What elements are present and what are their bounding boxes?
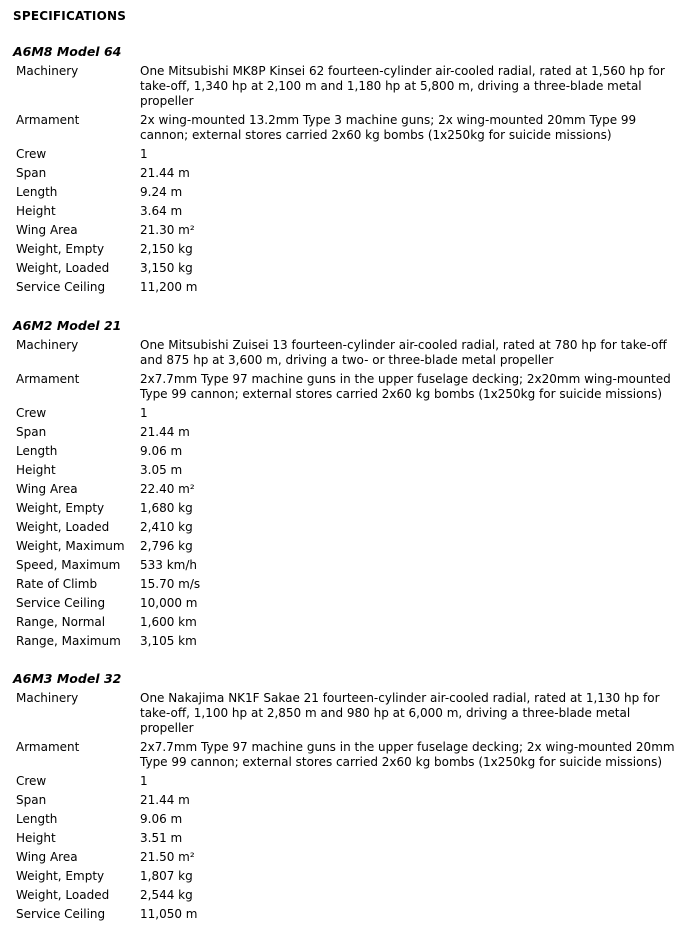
spec-row [0,223,692,238]
spec-row [0,482,692,497]
spec-value: 9.24 m [140,185,183,199]
spec-value: 2x wing-mounted 13.2mm Type 3 machine guns; 2x wing-mounted 20mm Type 99 cannon; external stores carried 2x60 kg bombs (1x250kg for suicide missions) [140,113,637,142]
spec-label: Armament [16,372,80,386]
model-title: A6M2 Model 21 [13,318,122,333]
spec-label: Speed, Maximum [16,558,121,572]
spec-row [0,147,692,162]
spec-value: 1 [140,774,148,788]
spec-label: Height [16,204,56,218]
spec-label: Span [16,425,47,439]
spec-value: 1,600 km [140,615,197,629]
spec-row [0,185,692,200]
spec-row [0,634,692,649]
spec-label: Height [16,463,56,477]
spec-label: Service Ceiling [16,596,106,610]
spec-row [0,812,692,827]
spec-value: 21.44 m [140,425,190,439]
spec-label: Machinery [16,691,79,705]
spec-value: 1,680 kg [140,501,193,515]
spec-value: 3.64 m [140,204,183,218]
spec-row [0,204,692,219]
spec-value: 2,150 kg [140,242,193,256]
spec-label: Crew [16,774,47,788]
spec-label: Weight, Empty [16,869,105,883]
spec-value: 21.30 m² [140,223,195,237]
spec-value: 2x7.7mm Type 97 machine guns in the upper fuselage decking; 2x wing-mounted 20mm Type 99 cannon; external stores carried 2x60 kg bombs (1x250kg for suicide missions) [140,740,675,769]
spec-value: 15.70 m/s [140,577,201,591]
spec-label: Machinery [16,338,79,352]
spec-value: 11,050 m [140,907,198,921]
spec-value: 3.51 m [140,831,183,845]
spec-list [0,338,692,653]
spec-value: 3,105 km [140,634,197,648]
spec-value: One Nakajima NK1F Sakae 21 fourteen-cylinder air-cooled radial, rated at 1,130 hp for take-off, 1,100 hp at 2,850 m and 980 hp at 6,000 m, driving a three-blade metal propeller [140,691,660,735]
spec-row [0,406,692,421]
spec-row [0,888,692,903]
spec-row [0,444,692,459]
spec-value: 11,200 m [140,280,198,294]
spec-row [0,577,692,592]
spec-row [0,850,692,865]
spec-row [0,558,692,573]
spec-row [0,166,692,181]
spec-label: Crew [16,147,47,161]
spec-row [0,831,692,846]
spec-value: 21.44 m [140,793,190,807]
spec-value: 9.06 m [140,812,183,826]
spec-label: Weight, Empty [16,242,105,256]
spec-value: 3.05 m [140,463,183,477]
spec-value: 10,000 m [140,596,198,610]
spec-value: 1,807 kg [140,869,193,883]
spec-row [0,372,692,402]
spec-label: Weight, Empty [16,501,105,515]
spec-row [0,793,692,808]
spec-label: Armament [16,113,80,127]
spec-value: 2,544 kg [140,888,193,902]
spec-label: Length [16,444,58,458]
spec-label: Wing Area [16,850,78,864]
spec-value: 3,150 kg [140,261,193,275]
spec-row [0,64,692,109]
spec-value: One Mitsubishi Zuisei 13 fourteen-cylinder air-cooled radial, rated at 780 hp for take-off and 875 hp at 3,600 m, driving a two- or three-blade metal propeller [140,338,667,367]
spec-row [0,261,692,276]
spec-value: 533 km/h [140,558,198,572]
spec-row [0,338,692,368]
spec-label: Weight, Loaded [16,261,110,275]
spec-value: 21.44 m [140,166,190,180]
spec-row [0,280,692,295]
spec-label: Service Ceiling [16,907,106,921]
spec-label: Length [16,185,58,199]
spec-row [0,869,692,884]
spec-value: 9.06 m [140,444,183,458]
spec-label: Weight, Maximum [16,539,125,553]
spec-label: Span [16,793,47,807]
spec-row [0,242,692,257]
spec-label: Weight, Loaded [16,520,110,534]
spec-label: Weight, Loaded [16,888,110,902]
spec-label: Machinery [16,64,79,78]
spec-label: Range, Maximum [16,634,121,648]
spec-label: Range, Normal [16,615,106,629]
spec-value: 21.50 m² [140,850,195,864]
spec-list [0,64,692,299]
spec-label: Crew [16,406,47,420]
spec-value: 22.40 m² [140,482,195,496]
spec-row [0,425,692,440]
spec-value: 2,796 kg [140,539,193,553]
spec-row [0,520,692,535]
spec-label: Length [16,812,58,826]
spec-row [0,463,692,478]
spec-label: Service Ceiling [16,280,106,294]
spec-value: 1 [140,406,148,420]
spec-row [0,615,692,630]
spec-row [0,691,692,736]
spec-value: 2x7.7mm Type 97 machine guns in the upper fuselage decking; 2x20mm wing-mounted Type 99 cannon; external stores carried 2x60 kg bombs (1x250kg for suicide missions) [140,372,671,401]
spec-label: Armament [16,740,80,754]
spec-label: Rate of Climb [16,577,98,591]
spec-label: Height [16,831,56,845]
spec-row [0,501,692,516]
spec-row [0,539,692,554]
spec-row [0,774,692,789]
spec-label: Wing Area [16,223,78,237]
model-title: A6M3 Model 32 [13,671,122,686]
spec-row [0,596,692,611]
spec-list [0,691,692,926]
spec-row [0,907,692,922]
spec-row [0,740,692,770]
spec-value: One Mitsubishi MK8P Kinsei 62 fourteen-cylinder air-cooled radial, rated at 1,560 hp for take-off, 1,340 hp at 2,100 m and 1,180 hp at 5,800 m, driving a three-blade metal propeller [140,64,665,108]
spec-value: 2,410 kg [140,520,193,534]
spec-label: Wing Area [16,482,78,496]
model-title: A6M8 Model 64 [13,44,122,59]
page-title: SPECIFICATIONS [13,9,127,23]
spec-row [0,113,692,143]
spec-label: Span [16,166,47,180]
spec-value: 1 [140,147,148,161]
